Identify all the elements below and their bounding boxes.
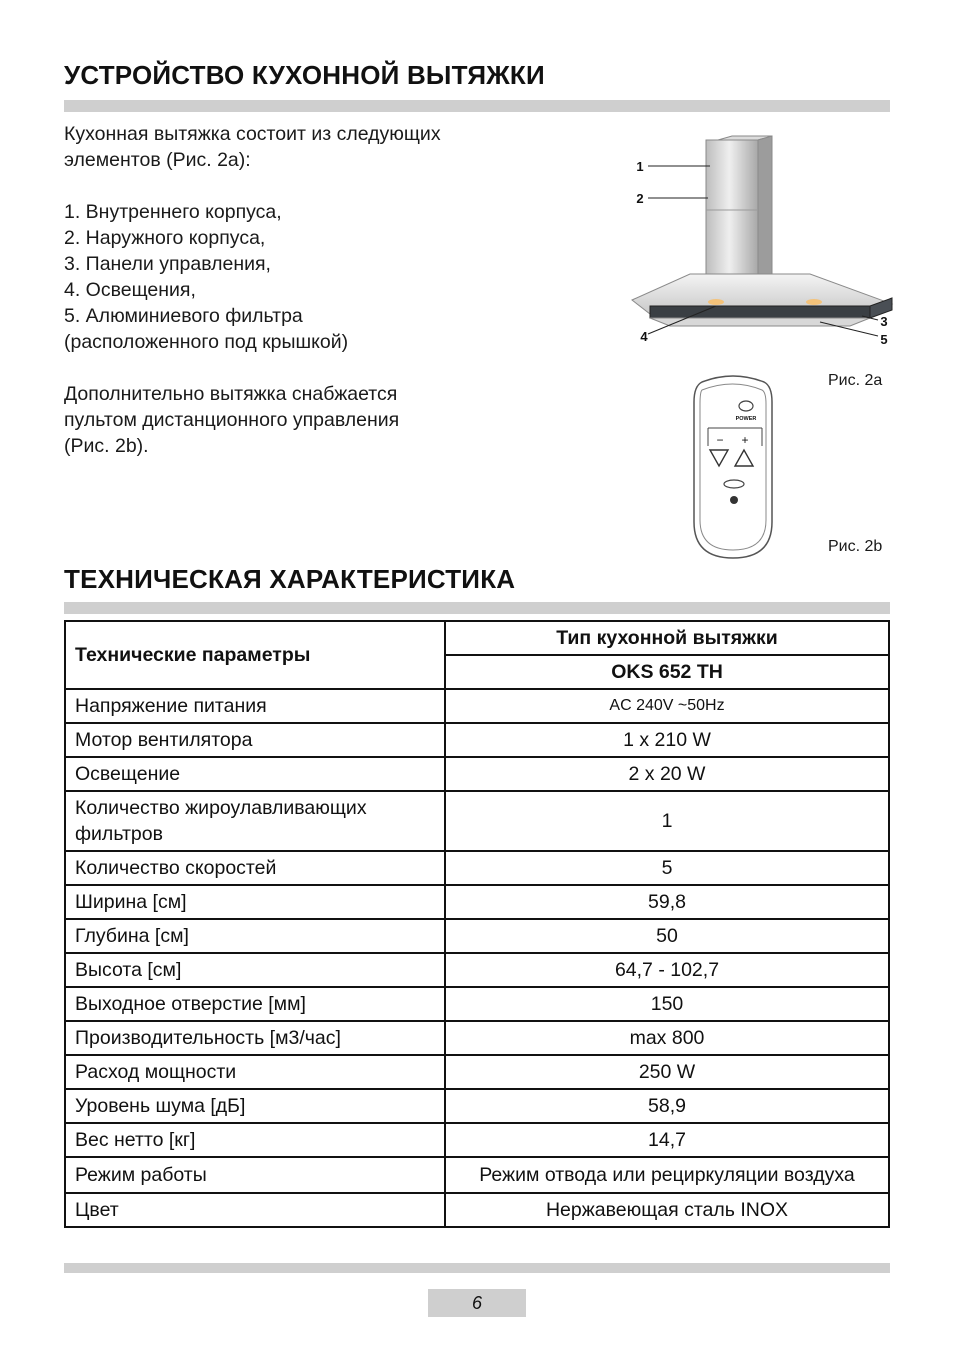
table-row <box>65 851 889 885</box>
remote-note-line: Дополнительно вытяжка снабжается <box>64 383 398 405</box>
param-cell: Выходное отверстие [мм] <box>65 987 445 1021</box>
table-row <box>65 757 889 791</box>
intro-line: элементов (Рис. 2а): <box>64 149 251 171</box>
value-cell: 14,7 <box>445 1123 889 1157</box>
param-cell: Напряжение питания <box>65 689 445 723</box>
list-item: 5. Алюминиевого фильтра <box>64 305 303 327</box>
value-cell: 5 <box>445 851 889 885</box>
type-header: Тип кухонной вытяжки <box>445 621 889 655</box>
param-cell: Режим работы <box>65 1157 445 1193</box>
value-cell: 58,9 <box>445 1089 889 1123</box>
table-row <box>65 689 889 723</box>
param-cell: Освещение <box>65 757 445 791</box>
section-title-device: УСТРОЙСТВО КУХОННОЙ ВЫТЯЖКИ <box>64 60 545 90</box>
value-cell: 2 x 20 W <box>445 757 889 791</box>
table-row <box>65 1089 889 1123</box>
list-item: 4. Освещения, <box>64 279 196 301</box>
remote-illustration <box>688 372 778 564</box>
value-cell: Режим отвода или рециркуляции воздуха <box>445 1157 889 1193</box>
value-cell: AC 240V ~50Hz <box>445 689 889 723</box>
value-cell: 1 x 210 W <box>445 723 889 757</box>
param-cell: Высота [см] <box>65 953 445 987</box>
list-item: 2. Наружного корпуса, <box>64 227 266 249</box>
param-cell: Ширина [см] <box>65 885 445 919</box>
section-title-specs: ТЕХНИЧЕСКАЯ ХАРАКТЕРИСТИКА <box>64 564 516 594</box>
table-row <box>65 1055 889 1089</box>
value-cell: 250 W <box>445 1055 889 1089</box>
param-header: Технические параметры <box>65 621 445 689</box>
param-cell: Расход мощности <box>65 1055 445 1089</box>
footer-divider <box>64 1263 890 1273</box>
table-row <box>65 919 889 953</box>
device-description <box>64 121 544 459</box>
power-label: POWER <box>735 416 757 422</box>
hood-illustration <box>620 130 900 360</box>
callout-3: 3 <box>880 314 888 329</box>
table-row <box>65 1193 889 1227</box>
table-row <box>65 723 889 757</box>
control-panel <box>650 306 870 318</box>
table-row <box>65 987 889 1021</box>
list-item: 1. Внутреннего корпуса, <box>64 201 282 223</box>
param-cell: Количество скоростей <box>65 851 445 885</box>
figure-caption-2a: Рис. 2a <box>828 372 883 389</box>
table-row <box>65 1123 889 1157</box>
plus-label: + <box>741 433 749 447</box>
param-cell: Цвет <box>65 1193 445 1227</box>
page-number: 6 <box>428 1289 526 1317</box>
table-row <box>65 885 889 919</box>
table-row <box>65 791 889 851</box>
intro-line: Кухонная вытяжка состоит из следующих <box>64 123 441 145</box>
timer-button-icon <box>730 496 738 504</box>
remote-note-line: (Рис. 2b). <box>64 435 149 457</box>
model-name: OKS 652 TH <box>445 655 889 689</box>
section-divider <box>64 100 890 112</box>
inner-chimney <box>706 140 758 278</box>
value-cell: max 800 <box>445 1021 889 1055</box>
list-item: 3. Панели управления, <box>64 253 271 275</box>
table-row <box>65 1157 889 1193</box>
value-cell: 150 <box>445 987 889 1021</box>
param-cell: Уровень шума [дБ] <box>65 1089 445 1123</box>
figure-caption-2b: Рис. 2b <box>828 538 883 555</box>
param-cell: Количество жироулавливающих фильтров <box>65 791 445 851</box>
value-cell: Нержавеющая сталь INOX <box>445 1193 889 1227</box>
callout-4: 4 <box>640 329 648 344</box>
param-cell: Вес нетто [кг] <box>65 1123 445 1157</box>
param-cell: Производительность [м3/час] <box>65 1021 445 1055</box>
param-cell: Глубина [см] <box>65 919 445 953</box>
spec-table <box>64 620 890 1228</box>
table-row <box>65 1021 889 1055</box>
callout-1: 1 <box>636 159 644 174</box>
value-cell: 59,8 <box>445 885 889 919</box>
list-item: (расположенного под крышкой) <box>64 331 349 353</box>
light <box>806 299 822 305</box>
value-cell: 64,7 - 102,7 <box>445 953 889 987</box>
section-divider <box>64 602 890 614</box>
value-cell: 1 <box>445 791 889 851</box>
table-row <box>65 953 889 987</box>
light <box>708 299 724 305</box>
callout-5: 5 <box>880 332 888 347</box>
param-cell: Мотор вентилятора <box>65 723 445 757</box>
remote-note-line: пультом дистанционного управления <box>64 409 400 431</box>
minus-label: − <box>716 433 724 447</box>
value-cell: 50 <box>445 919 889 953</box>
callout-2: 2 <box>636 191 644 206</box>
